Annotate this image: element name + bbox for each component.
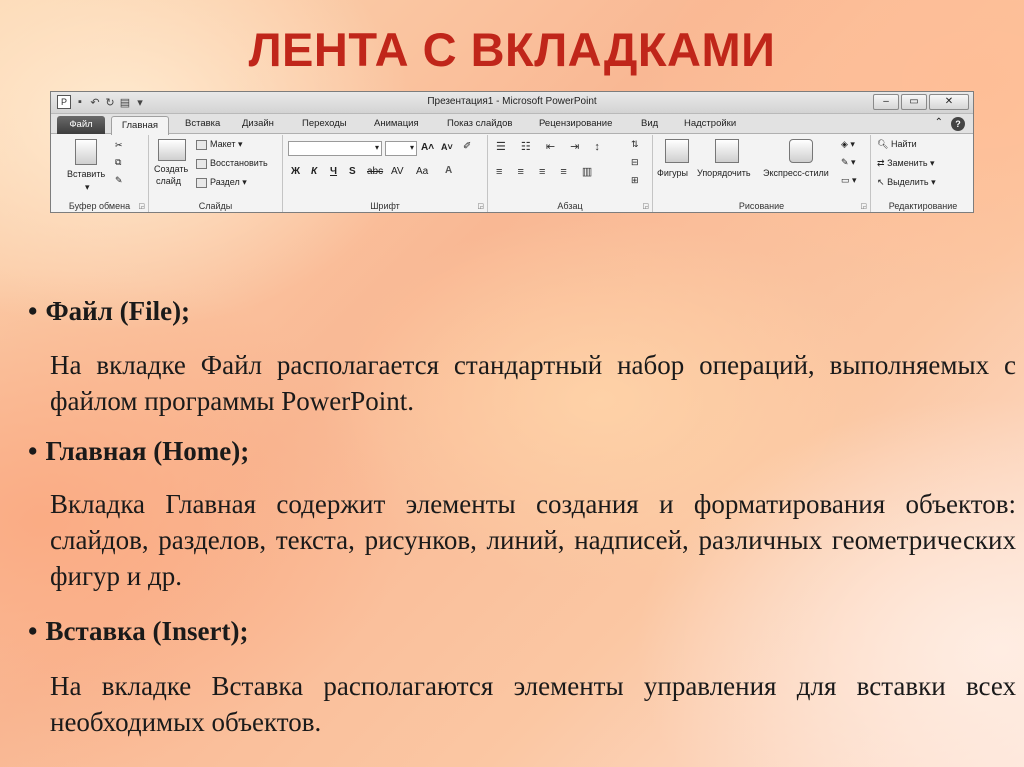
help-icon[interactable]: ? [951, 117, 965, 131]
group-drawing [653, 135, 871, 213]
reset-button[interactable] [196, 158, 268, 169]
window-title: Презентация1 - Microsoft PowerPoint [427, 96, 597, 107]
case-button[interactable]: Aa [416, 166, 429, 177]
group-label-paragraph: Абзац [557, 201, 583, 211]
replace-button[interactable]: ⇄ Заменить ▾ [877, 158, 935, 168]
shrink-font-icon[interactable]: A˅ [441, 142, 453, 152]
section-label: Раздел [210, 177, 240, 187]
shadow-button[interactable]: S [349, 166, 356, 177]
smartart-icon[interactable]: ⊞ [631, 175, 639, 185]
customize-qat-icon[interactable]: ▾ [137, 96, 143, 109]
collapse-ribbon-icon[interactable]: ⌃ [934, 117, 943, 128]
repeat-icon[interactable]: ↻ [105, 96, 115, 109]
shape-fill-icon[interactable]: ◈ ▾ [841, 139, 855, 149]
bullet-dot: • [28, 436, 38, 466]
drawing-launcher-icon[interactable]: ◲ [860, 203, 867, 210]
paragraph-launcher-icon[interactable]: ◲ [642, 203, 649, 210]
bullet-dot: • [28, 296, 38, 326]
group-label-font: Шрифт [370, 201, 400, 211]
undo-icon[interactable]: ↶ [90, 96, 100, 109]
paste-button[interactable]: Вставить [67, 169, 106, 179]
group-label-drawing: Рисование [738, 201, 785, 211]
tab-slideshow[interactable]: Показ слайдов [447, 118, 513, 129]
align-text-icon[interactable]: ⊟ [631, 157, 639, 167]
find-label: Найти [890, 139, 917, 149]
tab-addins[interactable]: Надстройки [684, 118, 737, 129]
format-painter-icon[interactable]: ✎ [115, 175, 123, 185]
font-size-combo[interactable]: ▾ [385, 141, 417, 156]
ribbon-screenshot [50, 91, 974, 213]
layout-button[interactable]: Макет ▾ [196, 139, 243, 150]
tab-insert[interactable]: Вставка [185, 118, 221, 129]
cut-icon[interactable]: ✂ [115, 140, 123, 150]
tab-review[interactable]: Рецензирование [539, 118, 613, 129]
quick-styles-icon[interactable] [789, 139, 813, 163]
font-launcher-icon[interactable]: ◲ [477, 203, 484, 210]
clear-format-icon[interactable]: ✐ [463, 141, 472, 152]
layout-label: Макет [210, 139, 236, 149]
select-label: Выделить [887, 177, 929, 187]
copy-icon[interactable]: ⧉ [115, 157, 122, 167]
reset-icon [196, 159, 207, 169]
align-buttons-icon[interactable]: ≡ ≡ ≡ ≡ ▥ [496, 166, 599, 178]
section-icon [196, 178, 207, 188]
bullet-dot: • [28, 616, 38, 646]
save-icon[interactable]: ▪ [78, 96, 82, 108]
window-titlebar [51, 92, 973, 114]
shapes-icon[interactable] [665, 139, 689, 163]
font-color-icon[interactable]: A [445, 165, 453, 176]
new-slide-label-2[interactable]: слайд [156, 176, 182, 186]
reset-label: Восстановить [210, 158, 268, 168]
group-label-slides: Слайды [198, 201, 233, 211]
replace-label: Заменить [887, 158, 928, 168]
bullet-text-insert: На вкладке Вставка располагаются элементы управления для вставки всех необходимых объектов. [50, 671, 1016, 737]
new-slide-label-1[interactable]: Создать [154, 164, 189, 174]
select-button[interactable]: ↖ Выделить ▾ [877, 177, 936, 187]
paste-icon[interactable] [75, 139, 97, 165]
find-icon: 🔍︎ [877, 139, 889, 149]
arrange-icon[interactable] [715, 139, 739, 163]
ribbon-tabs [51, 114, 973, 134]
grow-font-icon[interactable]: A˄ [421, 142, 435, 153]
group-font [283, 135, 488, 213]
slide-title: ЛЕНТА С ВКЛАДКАМИ [248, 23, 776, 76]
font-name-combo[interactable]: ▾ [288, 141, 382, 156]
arrange-button[interactable]: Упорядочить [697, 168, 751, 178]
new-slide-icon[interactable] [158, 139, 186, 161]
tab-home[interactable]: Главная [111, 116, 169, 135]
strike-button[interactable]: abc [367, 166, 384, 177]
select-icon: ↖ [877, 177, 885, 187]
bullet-heading-file [28, 296, 190, 327]
find-button[interactable] [877, 139, 917, 150]
group-editing [871, 135, 974, 213]
bold-button[interactable]: Ж [291, 166, 301, 177]
tab-view[interactable]: Вид [641, 118, 659, 129]
bullet-heading-text: Главная (Home); [45, 436, 250, 466]
bullet-heading-text: Вставка (Insert); [45, 616, 249, 646]
tab-animation[interactable]: Анимация [374, 118, 419, 129]
shape-outline-icon[interactable]: ✎ ▾ [841, 157, 856, 167]
window-controls [873, 94, 969, 110]
list-buttons-icon[interactable]: ☰ ☷ ⇤ ⇥ ↕ [496, 141, 606, 153]
bullet-text-home: Вкладка Главная содержит элементы создания и форматирования объектов: слайдов, разделов, текста, рисунков, линий, надписей, различных геометрических фигур и др. [50, 489, 1016, 591]
group-clipboard [51, 135, 149, 213]
paste-dropdown-icon[interactable]: ▾ [85, 182, 90, 192]
shape-effects-icon[interactable]: ▭ ▾ [841, 175, 857, 185]
powerpoint-icon[interactable]: P [57, 95, 71, 109]
group-label-clipboard: Буфер обмена [68, 201, 131, 211]
print-icon[interactable]: ▤ [119, 96, 131, 109]
tab-transitions[interactable]: Переходы [302, 118, 347, 129]
tab-file[interactable]: Файл [57, 116, 105, 134]
underline-button[interactable]: Ч [330, 166, 338, 177]
tab-design[interactable]: Дизайн [242, 118, 274, 129]
section-button[interactable]: Раздел ▾ [196, 177, 247, 188]
quick-styles-button[interactable]: Экспресс-стили [763, 168, 829, 178]
bullet-heading-home [28, 436, 249, 467]
close-button[interactable]: ✕ [929, 94, 969, 110]
italic-button[interactable]: К [311, 166, 318, 177]
ribbon-groups [51, 135, 973, 213]
maximize-button[interactable]: ▭ [901, 94, 927, 110]
minimize-button[interactable]: – [873, 94, 899, 110]
spacing-button[interactable]: AV [391, 166, 404, 177]
replace-icon: ⇄ [877, 158, 885, 168]
group-label-editing: Редактирование [888, 201, 958, 211]
shapes-button[interactable]: Фигуры [657, 168, 689, 178]
bullet-heading-insert [28, 616, 248, 647]
clipboard-launcher-icon[interactable]: ◲ [138, 203, 145, 210]
group-slides [149, 135, 283, 213]
layout-icon [196, 140, 207, 150]
group-paragraph [488, 135, 653, 213]
text-direction-icon[interactable]: ⇅ [631, 139, 639, 149]
bullet-heading-text: Файл (File); [45, 296, 191, 326]
bullet-text-file: На вкладке Файл располагается стандартный набор операций, выполняемых с файлом программы PowerPoint. [50, 350, 1016, 416]
